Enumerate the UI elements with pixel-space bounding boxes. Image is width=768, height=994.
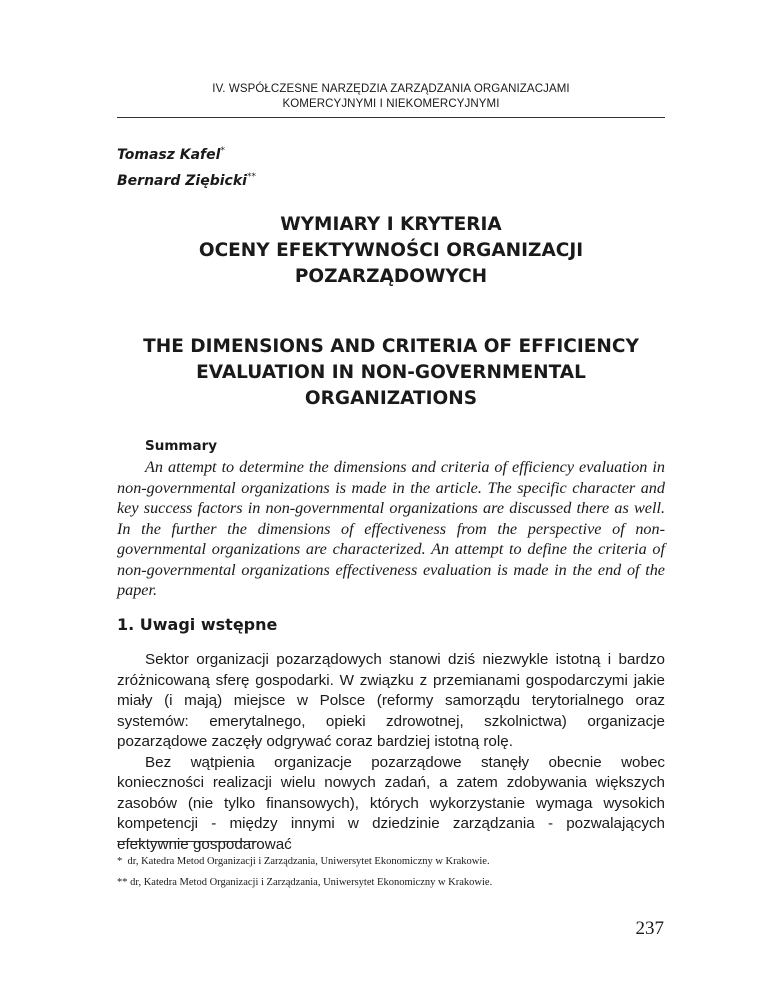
title-line: THE DIMENSIONS AND CRITERIA OF EFFICIENCY — [143, 336, 639, 357]
section-heading: 1. Uwagi wstępne — [117, 615, 278, 634]
footnote — [117, 855, 665, 868]
footnote-divider — [117, 841, 257, 842]
footnote-mark: ** — [117, 877, 128, 888]
footnote-text: dr, Katedra Metod Organizacji i Zarządzania, Uniwersytet Ekonomiczny w Krakowie. — [127, 856, 490, 867]
paragraph: Sektor organizacji pozarządowych stanowi dziś niezwykle istotną i bardzo zróżnicowaną sferę gospodarki. W związku z przemianami gospodarczymi jakie miały (i mają) miejsce w Polsce (reformy samorządu terytorialnego oraz systemów: emerytalnego, opieki zdrowotnej, szkolnictwa) organizacje pozarządowe zaczęły odgrywać coraz bardziej istotną rolę. — [117, 651, 665, 750]
summary-text: An attempt to determine the dimensions and criteria of efficiency evaluation in non-governmental organizations is made in the article. The specific character and key success factors in non-governmental organizations are discussed there as well. In the further the dimensions of effectiveness from the perspective of non-governmental organizations are characterized. An attempt to define the criteria of non-governmental organizations effectiveness evaluation is made in the end of the paper. — [117, 458, 665, 599]
summary-heading: Summary — [145, 438, 218, 454]
title-line: POZARZĄDOWYCH — [294, 266, 488, 287]
header-divider — [117, 117, 665, 118]
author — [117, 140, 256, 166]
title-line: ORGANIZATIONS — [304, 388, 478, 409]
page-number: 237 — [635, 918, 664, 939]
body-text — [117, 650, 665, 855]
author — [117, 166, 256, 192]
author-name: Tomasz Kafel — [117, 147, 221, 163]
title-english — [117, 334, 665, 412]
author-footnote-mark: ** — [246, 172, 256, 182]
running-header-line: IV. WSPÓŁCZESNE NARZĘDZIA ZARZĄDZANIA ORGANIZACJAMI — [212, 83, 570, 95]
title-line: WYMIARY I KRYTERIA — [280, 214, 502, 235]
title-line: EVALUATION IN NON-GOVERNMENTAL — [196, 362, 586, 383]
footnote-text: dr, Katedra Metod Organizacji i Zarządzania, Uniwersytet Ekonomiczny w Krakowie. — [130, 877, 493, 888]
title-polish — [117, 212, 665, 290]
author-footnote-mark: * — [220, 146, 225, 156]
footnote — [117, 876, 665, 889]
running-header — [117, 82, 665, 112]
paragraph: Bez wątpienia organizacje pozarządowe stanęły obecnie wobec konieczności realizacji wielu nowych zadań, a zatem zdobywania większych zasobów (nie tylko finansowych), których wykorzystanie wymaga wysokich kompetencji - między innymi w dziedzinie zarządzania - pozwalających efektywnie gospodarować — [117, 753, 665, 853]
author-name: Bernard Ziębicki — [117, 173, 247, 189]
title-line: OCENY EFEKTYWNOŚCI ORGANIZACJI — [198, 240, 584, 261]
running-header-line: KOMERCYJNYMI I NIEKOMERCYJNYMI — [282, 98, 500, 110]
author-list — [117, 140, 256, 192]
footnote-mark: * — [117, 856, 123, 867]
